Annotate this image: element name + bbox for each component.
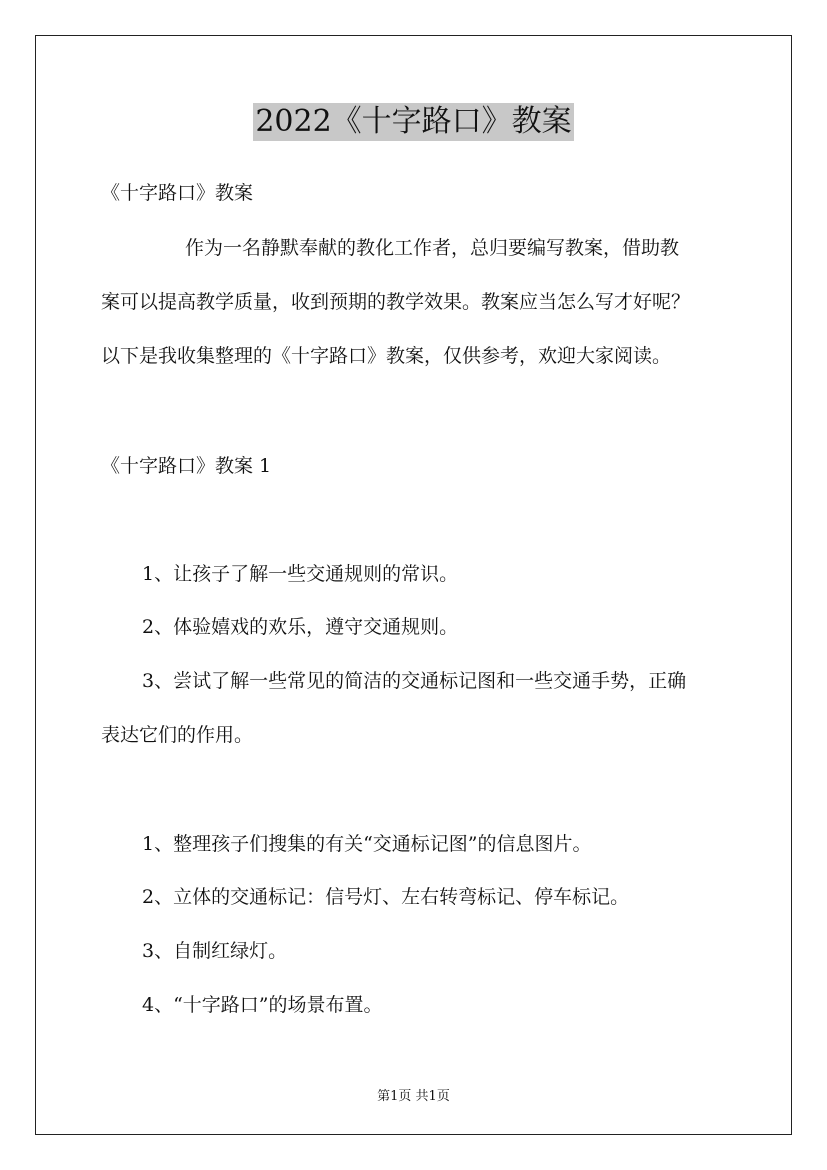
subtitle: 《十字路口》教案: [101, 182, 254, 204]
goal-item-3: 3、尝试了解一些常见的简洁的交通标记图和一些交通手势，正确: [142, 670, 687, 692]
section-heading: 《十字路口》教案 1: [101, 455, 272, 477]
prep-item-3: 3、自制红绿灯。: [142, 940, 288, 962]
prep-item-2: 2、立体的交通标记：信号灯、左右转弯标记、停车标记。: [142, 886, 630, 908]
goal-item-3-cont: 表达它们的作用。: [101, 724, 254, 746]
document-title: 2022《十字路口》教案: [255, 104, 572, 139]
intro-line-2: 案可以提高教学质量，收到预期的教学效果。教案应当怎么写才好呢？: [101, 291, 691, 313]
goal-item-1: 1、让孩子了解一些交通规则的常识。: [142, 563, 459, 585]
page-footer: 第1页 共1页: [377, 1089, 450, 1104]
prep-item-1: 1、整理孩子们搜集的有关“交通标记图”的信息图片。: [142, 833, 592, 855]
intro-line-1: 作为一名静默奉献的教化工作者，总归要编写教案，借助教: [185, 237, 680, 259]
intro-line-3: 以下是我收集整理的《十字路口》教案，仅供参考，欢迎大家阅读。: [101, 345, 672, 367]
prep-item-4: 4、“十字路口”的场景布置。: [142, 994, 383, 1016]
goal-item-2: 2、体验嬉戏的欢乐，遵守交通规则。: [142, 616, 459, 638]
document-title-wrap: [0, 103, 827, 141]
